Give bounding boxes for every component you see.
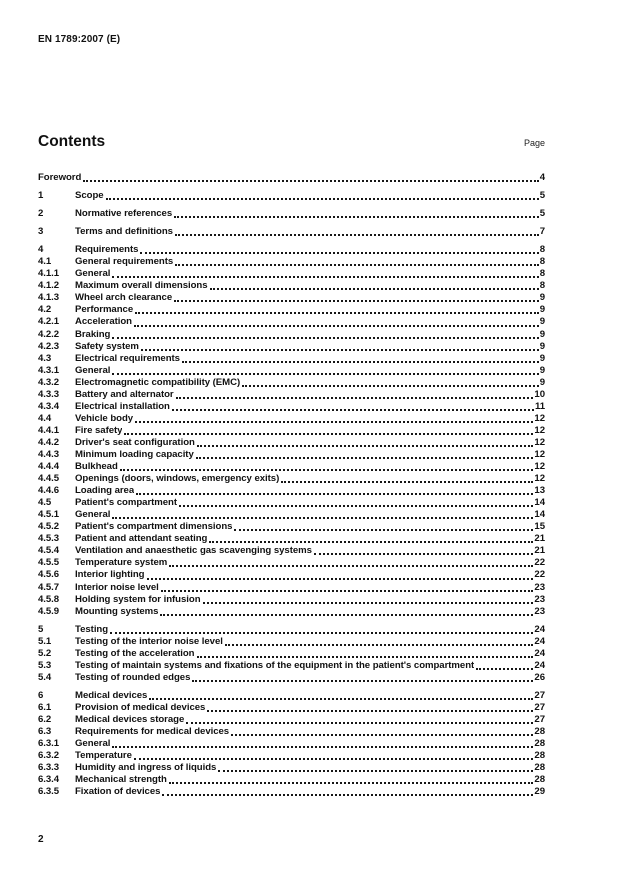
dot-leader [134,325,539,327]
dot-leader [197,445,534,447]
toc-entry[interactable] [38,750,545,762]
dot-leader [83,180,538,182]
dot-leader [147,578,534,580]
toc-group [38,244,545,617]
toc-entry-label: Braking [75,328,111,340]
toc-entry[interactable] [38,292,545,304]
toc-entry-page: 9 [539,340,545,352]
toc-entry[interactable] [38,172,545,184]
toc-entry-page: 8 [539,280,545,292]
toc-entry-number: 4.4 [38,412,52,424]
toc-entry[interactable] [38,690,545,702]
dot-leader [140,252,538,254]
toc-entry-number: 6.3 [38,726,52,738]
toc-entry-label: Patient's compartment dimensions [75,521,233,533]
dot-leader [169,565,533,567]
dot-leader [160,614,533,616]
toc-entry[interactable] [38,624,545,636]
dot-leader [176,397,534,399]
toc-entry-label: Normative references [75,208,173,220]
dot-leader [174,216,539,218]
toc-entry-page: 23 [534,605,545,617]
toc-entry[interactable] [38,557,545,569]
dot-leader [231,734,533,736]
toc-entry-page: 15 [534,521,545,533]
toc-entry-number: 4.5.6 [38,569,60,581]
toc-entry-label: Temperature [75,750,132,762]
toc-entry-number: 5.2 [38,647,52,659]
toc-entry-number: 6.2 [38,713,52,725]
toc-entry-number: 4.5.7 [38,581,60,593]
toc-entry-page: 9 [539,364,545,376]
dot-leader [174,300,539,302]
toc-entry[interactable] [38,545,545,557]
dot-leader [218,770,533,772]
dot-leader [242,385,539,387]
toc-entry[interactable] [38,786,545,798]
dot-leader [106,198,539,200]
toc-entry-number: 5.1 [38,635,52,647]
toc-entry-page: 5 [539,190,545,202]
toc-entry[interactable] [38,594,545,606]
toc-entry-page: 9 [539,352,545,364]
toc-entry[interactable] [38,268,545,280]
toc-entry-number: 6.3.5 [38,786,60,798]
toc-entry-number: 4.3.3 [38,388,60,400]
toc-entry-label: Requirements for medical devices [75,726,230,738]
toc-entry-number: 4.5.9 [38,605,60,617]
toc-entry-number: 4.3.4 [38,400,60,412]
dot-leader [175,264,539,266]
toc-entry-page: 27 [534,701,545,713]
toc-entry-label: Fire safety [75,424,123,436]
dot-leader [207,710,533,712]
toc-entry-number: 4.5.4 [38,545,60,557]
toc-entry-page: 9 [539,328,545,340]
toc-entry-number: 4.4.2 [38,436,60,448]
toc-entry-page: 12 [534,412,545,424]
toc-entry-page: 5 [539,208,545,220]
toc-entry-number: 4.4.6 [38,485,60,497]
toc-entry[interactable] [38,208,545,220]
toc-entry-label: Holding system for infusion [75,593,201,605]
toc-group [38,624,545,684]
toc-entry-number: 4.2.3 [38,340,60,352]
toc-entry-label: Medical devices [75,689,148,701]
toc-entry[interactable] [38,389,545,401]
toc-entry-page: 28 [534,726,545,738]
toc-entry-label: General [75,509,111,521]
page-number: 2 [38,834,44,845]
toc-entry[interactable] [38,226,545,238]
document-reference: EN 1789:2007 (E) [38,34,121,45]
dot-leader [179,505,533,507]
dot-leader [136,493,533,495]
dot-leader [175,234,539,236]
toc-entry-label: General [75,268,111,280]
toc-entry-label: Testing [75,623,109,635]
toc-entry-number: 4.5.3 [38,533,60,545]
dot-leader [196,457,534,459]
toc-entry-number: 4.5.1 [38,509,60,521]
toc-entry-label: Testing of the interior noise level [75,635,223,647]
dot-leader [314,553,534,555]
toc-entry[interactable] [38,353,545,365]
toc-entry-label: Foreword [38,172,82,183]
toc-entry[interactable] [38,256,545,268]
dot-leader [112,276,538,278]
toc-entry[interactable] [38,497,545,509]
toc-entry-page: 24 [534,647,545,659]
toc-entry-number: 4.5.5 [38,557,60,569]
toc-entry-label: General requirements [75,256,174,268]
toc-entry-page: 23 [534,593,545,605]
toc-group [38,226,545,238]
toc-entry-page: 9 [539,292,545,304]
toc-entry[interactable] [38,509,545,521]
toc-entry-page: 12 [534,448,545,460]
toc-entry-page: 10 [534,388,545,400]
toc-entry[interactable] [38,425,545,437]
toc-entry-label: Fixation of devices [75,786,161,798]
toc-entry-number: 6.3.3 [38,762,60,774]
toc-entry-page: 12 [534,424,545,436]
toc-group [38,190,545,202]
toc-entry-page: 28 [534,762,545,774]
toc-entry-number: 4.5.8 [38,593,60,605]
toc-entry-label: Electrical installation [75,400,170,412]
toc-entry[interactable] [38,437,545,449]
toc-entry[interactable] [38,660,545,672]
toc-entry-label: Vehicle body [75,412,134,424]
toc-entry-label: Loading area [75,485,135,497]
toc-entry-number: 5.3 [38,659,52,671]
toc-entry-number: 5.4 [38,671,52,683]
dot-leader [135,312,539,314]
dot-leader [149,698,533,700]
dot-leader [112,517,533,519]
toc-entry[interactable] [38,401,545,413]
toc-entry-page: 14 [534,509,545,521]
toc-entry-number: 4.1.2 [38,280,60,292]
toc-entry-number: 6.1 [38,701,52,713]
toc-entry-page: 27 [534,713,545,725]
toc-entry-page: 8 [539,244,545,256]
toc-entry-number: 2 [38,208,44,220]
page-column-label: Page [523,138,545,148]
toc-entry-page: 27 [534,689,545,701]
dot-leader [169,782,534,784]
toc-entry-page: 12 [534,461,545,473]
dot-leader [225,644,534,646]
toc-entry[interactable] [38,365,545,377]
dot-leader [134,758,534,760]
toc-entry-label: Driver's seat configuration [75,436,195,448]
toc-entry[interactable] [38,582,545,594]
toc-entry-label: Testing of maintain systems and fixations of the equipment in the patient's compartment [75,659,475,671]
toc-entry-label: Electrical requirements [75,352,180,364]
toc-entry-page: 24 [534,659,545,671]
toc-entry-number: 4.1 [38,256,52,268]
toc-entry-label: Interior lighting [75,569,145,581]
toc-entry-number: 4.3.2 [38,376,60,388]
toc-entry-label: General [75,738,111,750]
toc-entry-page: 14 [534,497,545,509]
toc-entry-label: Scope [75,190,104,202]
toc-entry-page: 22 [534,569,545,581]
toc-entry-page: 28 [534,774,545,786]
toc-entry-label: Testing of the acceleration [75,647,195,659]
dot-leader [476,668,533,670]
toc-entry-page: 8 [539,268,545,280]
toc-group [38,172,545,184]
toc-entry-label: Mechanical strength [75,774,167,786]
toc-entry[interactable] [38,329,545,341]
toc-entry-page: 12 [534,473,545,485]
toc-entry-page: 24 [534,635,545,647]
toc-entry[interactable] [38,714,545,726]
toc-list [38,172,545,798]
dot-leader [110,632,533,634]
toc-entry-label: Bulkhead [75,461,118,473]
toc-entry-label: Medical devices storage [75,713,185,725]
dot-leader [112,337,538,339]
toc-entry-label: Interior noise level [75,581,159,593]
toc-entry-label: Temperature system [75,557,168,569]
toc-entry-page: 13 [534,485,545,497]
toc-entry[interactable] [38,738,545,750]
dot-leader [112,373,538,375]
contents-header [38,133,545,151]
toc-entry-label: Battery and alternator [75,388,174,400]
toc-entry-page: 23 [534,581,545,593]
toc-entry[interactable] [38,341,545,353]
toc-entry-page: 28 [534,738,545,750]
toc-entry[interactable] [38,449,545,461]
toc-entry-page: 29 [534,786,545,798]
toc-entry-page: 22 [534,557,545,569]
toc-entry-number: 4.5.2 [38,521,60,533]
toc-entry-page: 9 [539,304,545,316]
toc-entry-label: Requirements [75,244,139,256]
toc-entry-number: 6 [38,689,44,701]
toc-group [38,208,545,220]
toc-entry[interactable] [38,521,545,533]
toc-entry-number: 6.3.4 [38,774,60,786]
toc-entry[interactable] [38,774,545,786]
toc-entry-number: 4.5 [38,497,52,509]
toc-entry[interactable] [38,485,545,497]
toc-entry-label: Humidity and ingress of liquids [75,762,217,774]
toc-entry-number: 6.3.1 [38,738,60,750]
toc-entry-number: 4.3 [38,352,52,364]
dot-leader [192,680,533,682]
toc-entry-page: 7 [539,226,545,238]
toc-entry-number: 4.2.1 [38,316,60,328]
toc-entry-page: 12 [534,436,545,448]
toc-entry[interactable] [38,244,545,256]
toc-entry[interactable] [38,190,545,202]
toc-entry-page: 21 [534,533,545,545]
toc-entry[interactable] [38,726,545,738]
toc-entry-number: 4.4.4 [38,461,60,473]
toc-entry-label: Safety system [75,340,139,352]
dot-leader [203,602,534,604]
toc-entry-number: 4.1.3 [38,292,60,304]
toc-group [38,690,545,798]
dot-leader [172,409,534,411]
toc-entry[interactable] [38,316,545,328]
dot-leader [209,541,533,543]
toc-entry-label: Openings (doors, windows, emergency exits) [75,473,280,485]
dot-leader [161,590,534,592]
toc-entry-label: Patient's compartment [75,497,177,509]
toc-entry[interactable] [38,461,545,473]
toc-entry-page: 24 [534,623,545,635]
toc-entry-number: 4 [38,244,44,256]
toc-entry[interactable] [38,672,545,684]
toc-entry[interactable] [38,304,545,316]
toc-entry-number: 4.1.1 [38,268,60,280]
toc-entry-page: 28 [534,750,545,762]
toc-entry-number: 3 [38,226,44,238]
dot-leader [135,421,533,423]
toc-entry-label: Patient and attendant seating [75,533,208,545]
toc-entry-number: 4.4.3 [38,448,60,460]
toc-entry-label: Maximum overall dimensions [75,280,208,292]
toc-entry[interactable] [38,569,545,581]
toc-entry-number: 4.2.2 [38,328,60,340]
toc-entry-number: 4.4.5 [38,473,60,485]
dot-leader [141,349,539,351]
toc-entry[interactable] [38,636,545,648]
toc-entry[interactable] [38,377,545,389]
toc-entry-number: 4.3.1 [38,364,60,376]
toc-entry-page: 9 [539,376,545,388]
toc-entry-page: 26 [534,671,545,683]
dot-leader [210,288,539,290]
toc-entry-number: 6.3.2 [38,750,60,762]
toc-entry-label: Ventilation and anaesthetic gas scavenging systems [75,545,312,557]
dot-leader [186,722,533,724]
toc-entry-page: 8 [539,256,545,268]
toc-entry-label: Wheel arch clearance [75,292,173,304]
toc-entry[interactable] [38,473,545,485]
dot-leader [182,361,539,363]
toc-entry[interactable] [38,648,545,660]
toc-entry[interactable] [38,762,545,774]
toc-entry-label: Terms and definitions [75,226,173,238]
toc-entry[interactable] [38,280,545,292]
toc-entry[interactable] [38,413,545,425]
contents-title: Contents [38,133,106,150]
toc-entry-page: 21 [534,545,545,557]
toc-entry-number: 1 [38,190,44,202]
dot-leader [197,656,534,658]
toc-entry-label: Acceleration [75,316,132,328]
toc-entry-page: 11 [534,400,545,412]
toc-entry-number: 5 [38,623,44,635]
toc-entry[interactable] [38,702,545,714]
toc-entry-page: 9 [539,316,545,328]
toc-entry-label: Testing of rounded edges [75,671,191,683]
toc-entry-number: 4.4.1 [38,424,60,436]
toc-entry-label: Provision of medical devices [75,701,206,713]
toc-entry-number: 4.2 [38,304,52,316]
toc-entry-label: Mounting systems [75,605,159,617]
dot-leader [120,469,534,471]
toc-entry-label: Minimum loading capacity [75,448,194,460]
toc-entry[interactable] [38,533,545,545]
toc-entry[interactable] [38,606,545,618]
dot-leader [124,433,533,435]
toc-entry-page: 4 [539,172,545,183]
dot-leader [162,794,533,796]
toc-entry-label: General [75,364,111,376]
toc-entry-label: Electromagnetic compatibility (EMC) [75,376,241,388]
dot-leader [112,746,533,748]
dot-leader [281,481,533,483]
dot-leader [234,529,533,531]
toc-entry-label: Performance [75,304,134,316]
